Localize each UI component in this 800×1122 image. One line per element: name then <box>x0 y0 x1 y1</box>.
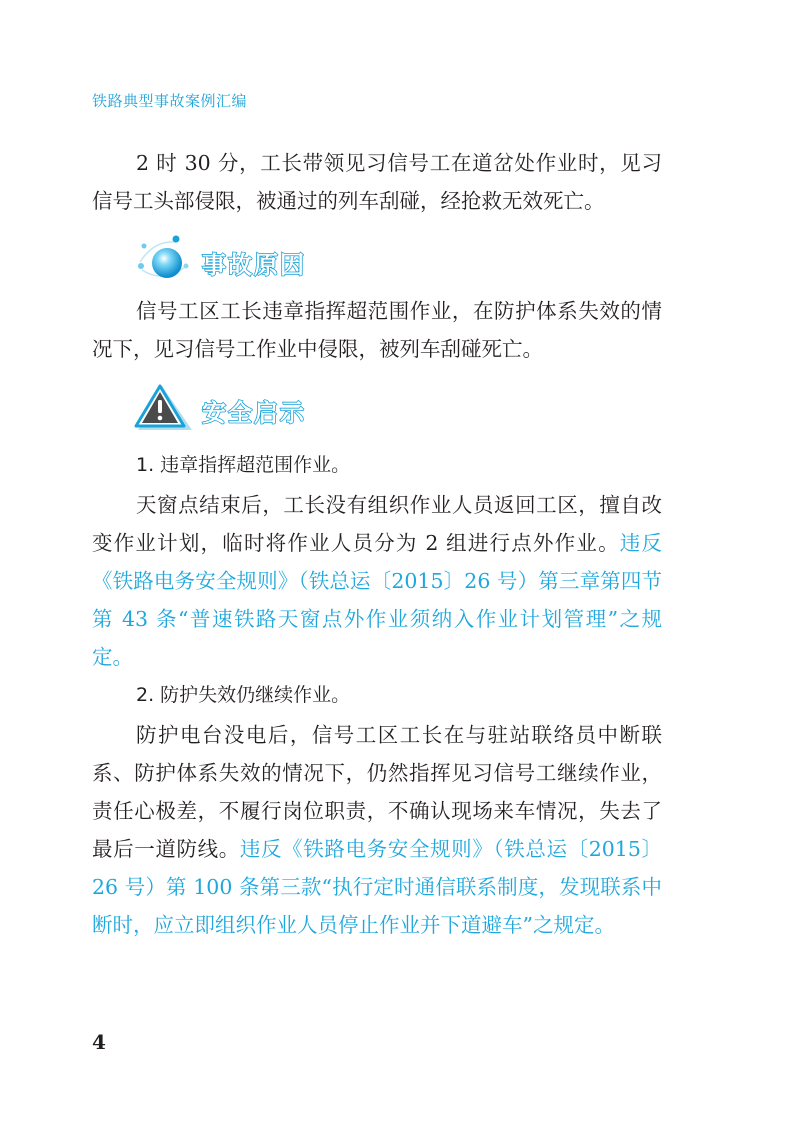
section-cause-header <box>132 232 306 292</box>
section-lessons-title: 安全启示 <box>202 397 306 427</box>
lesson-1-paragraph <box>92 486 662 676</box>
intro-paragraph: 2 时 30 分，工长带领见习信号工在道岔处作业时，见习信号工头部侵限，被通过的列车刮碰，经抢救无效死亡。 <box>92 151 662 213</box>
cause-paragraph: 信号工区工长违章指挥超范围作业，在防护体系失效的情况下，见习信号工作业中侵限，被列车刮碰死亡。 <box>92 299 662 361</box>
page-number: 4 <box>92 1030 106 1054</box>
running-head: 铁路典型事故案例汇编 <box>92 92 248 110</box>
orb-icon <box>132 232 194 292</box>
section-cause-title: 事故原因 <box>202 249 306 279</box>
lesson-2-regulation: 违反《铁路电务安全规则》（铁总运〔2015〕26 号）第 100 条第三款“执行定时通信联系制度，发现联系中断时，应立即组织作业人员停止作业并下道避车”之规定。 <box>92 837 663 937</box>
lesson-1-regulation: 违反《铁路电务安全规则》（铁总运〔2015〕26 号）第三章第四节第 43 条“普速铁路天窗点外作业须纳入作业计划管理”之规定。 <box>92 531 663 669</box>
lesson-2-text: 防护电台没电后，信号工区工长在与驻站联络员中断联系、防护体系失效的情况下，仍然指挥见习信号工继续作业，责任心极差，不履行岗位职责，不确认现场来车情况，失去了最后一道防线。 <box>92 723 662 861</box>
section-lessons-header <box>132 380 306 440</box>
lesson-2-heading: 2. 防护失效仍继续作业。 <box>136 684 351 706</box>
lesson-1-text: 天窗点结束后，工长没有组织作业人员返回工区，擅自改变作业计划，临时将作业人员分为 2 组进行点外作业。 <box>92 493 662 555</box>
lesson-2-paragraph <box>92 716 662 944</box>
warning-triangle-icon <box>132 380 194 440</box>
lesson-1-heading: 1. 违章指挥超范围作业。 <box>136 454 351 476</box>
